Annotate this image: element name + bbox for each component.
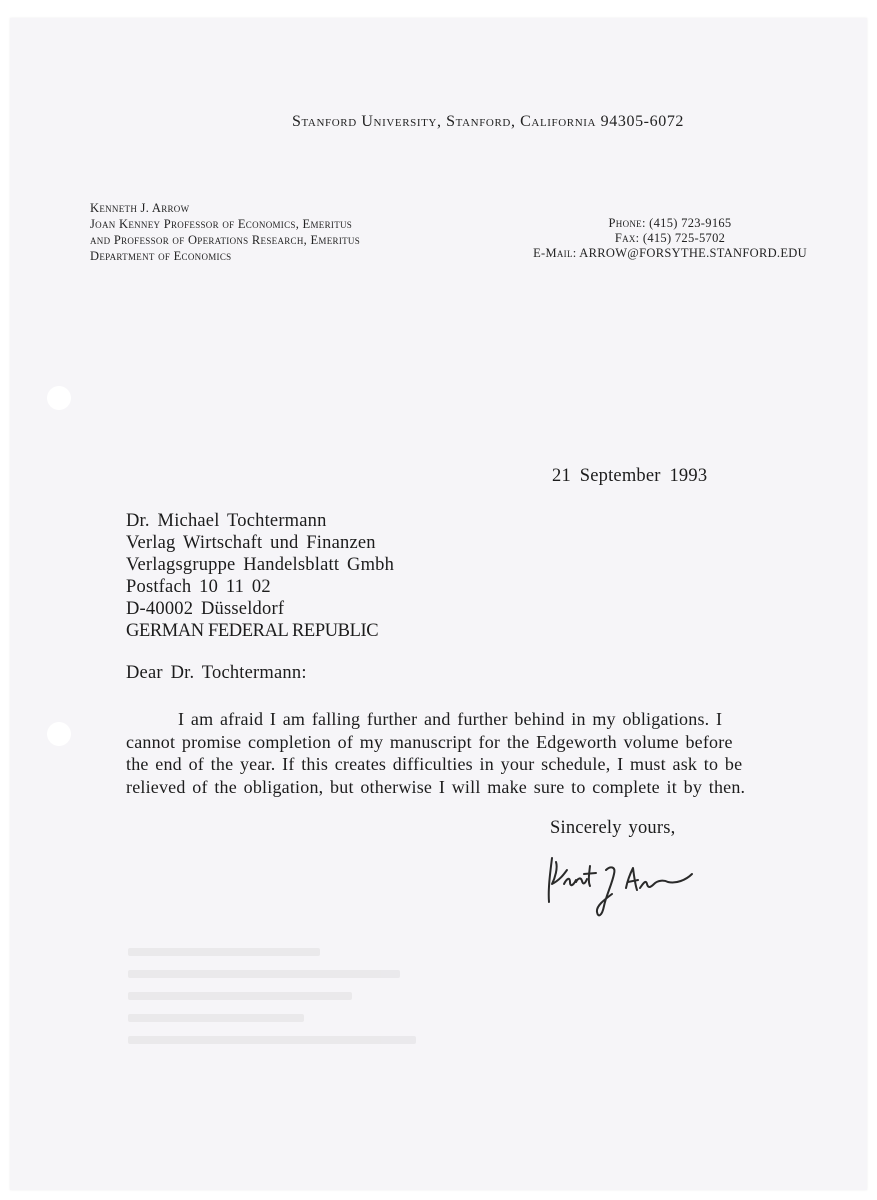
sender-block: [90, 200, 360, 264]
letter-date: 21 September 1993: [552, 466, 708, 486]
recipient-line-4: Postfach 10 11 02: [126, 577, 271, 597]
sender-title-line-1: Joan Kenney Professor of Economics, Emeritus: [90, 217, 353, 231]
recipient-line-5: D-40002 Düsseldorf: [126, 599, 285, 619]
punch-hole-top: [47, 386, 71, 410]
body-paragraph: [126, 708, 745, 798]
contact-phone: Phone: (415) 723-9165: [608, 216, 732, 230]
punch-hole-bottom: [47, 722, 71, 746]
recipient-address: [126, 510, 394, 642]
sender-department: Department of Economics: [90, 249, 232, 263]
body-line: relieved of the obligation, but otherwise I will make sure to complete it by then.: [126, 776, 746, 797]
sender-name: Kenneth J. Arrow: [90, 201, 190, 215]
letterhead-address: Stanford University, Stanford, California 94305-6072: [292, 113, 685, 130]
letter-page: [10, 18, 867, 1190]
contact-block: [480, 216, 860, 261]
closing: Sincerely yours,: [550, 818, 676, 838]
handwritten-signature: [540, 844, 710, 924]
body-line: the end of the year. If this creates difficulties in your schedule, I must ask to be: [126, 754, 743, 774]
contact-fax: Fax: (415) 725-5702: [614, 231, 726, 245]
salutation: Dear Dr. Tochtermann:: [126, 663, 307, 683]
contact-email: E-Mail: ARROW@FORSYTHE.STANFORD.EDU: [533, 246, 807, 260]
show-through-text: [128, 948, 448, 1098]
body-line: I am afraid I am falling further and further behind in my obligations. I: [178, 709, 723, 729]
sender-title-line-2: and Professor of Operations Research, Emeritus: [90, 233, 361, 247]
recipient-line-3: Verlagsgruppe Handelsblatt Gmbh: [126, 555, 395, 575]
recipient-line-1: Dr. Michael Tochtermann: [126, 511, 327, 531]
recipient-line-2: Verlag Wirtschaft und Finanzen: [126, 533, 376, 553]
recipient-line-6: GERMAN FEDERAL REPUBLIC: [126, 621, 379, 641]
body-line: cannot promise completion of my manuscript for the Edgeworth volume before: [126, 731, 733, 752]
